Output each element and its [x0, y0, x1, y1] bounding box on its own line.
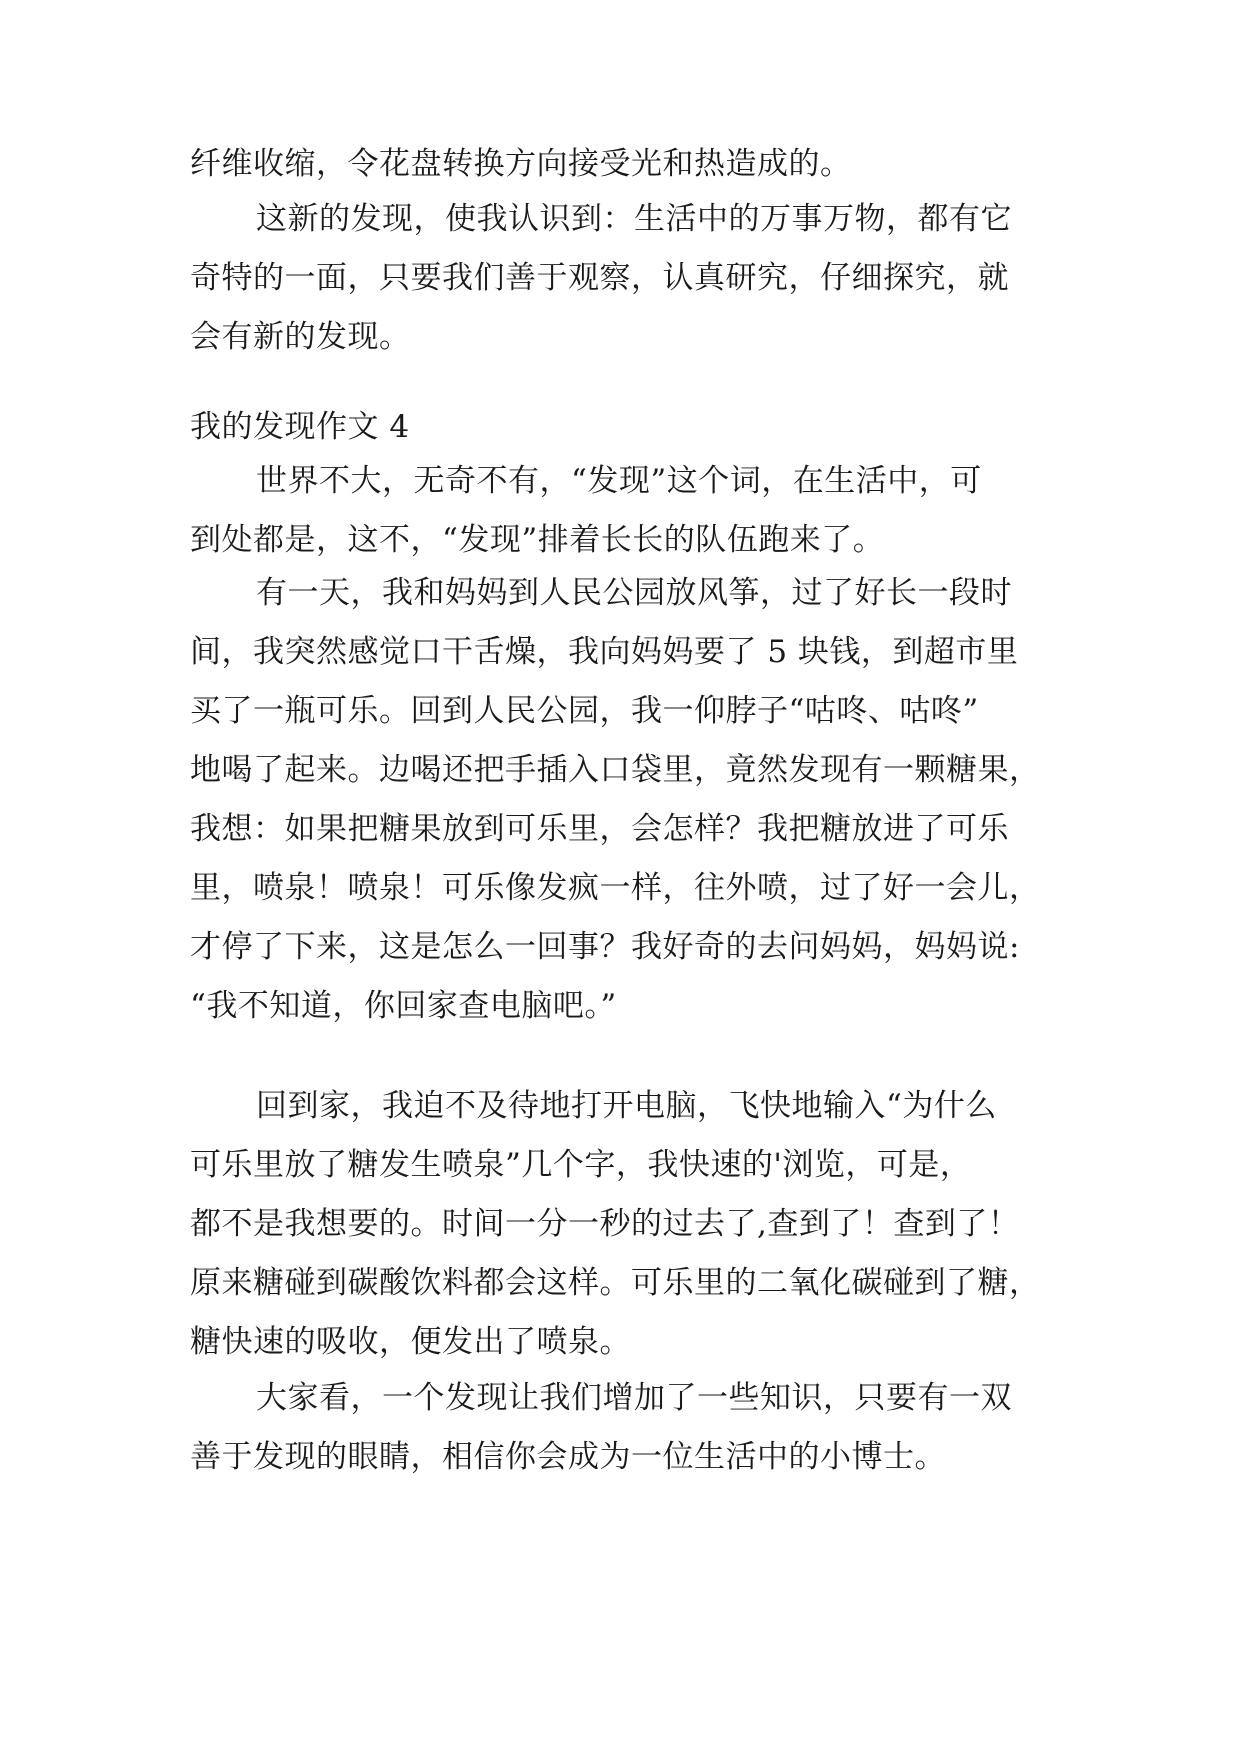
- text-line: 买了一瓶可乐。回到人民公园，我一仰脖子“咕咚、咕咚”: [190, 693, 979, 729]
- text-line: 回到家，我迫不及待地打开电脑，飞快地输入“为什么: [256, 1088, 997, 1124]
- text-line: 糖快速的吸收，便发出了喷泉。: [190, 1324, 631, 1360]
- paragraph: [190, 1077, 1060, 1372]
- text-line: 这新的发现，使我认识到：生活中的万事万物，都有它: [256, 201, 1012, 237]
- text-line: 纤维收缩，令花盘转换方向接受光和热造成的。: [190, 146, 852, 182]
- paragraph: [190, 1369, 1060, 1487]
- paragraph: [190, 190, 1060, 367]
- section-title: 我的发现作文 4: [190, 409, 410, 445]
- paragraph: [190, 564, 1060, 1036]
- text-line: 会有新的发现。: [190, 319, 411, 355]
- text-line: 原来糖碰到碳酸饮料都会这样。可乐里的二氧化碳碰到了糖，: [190, 1265, 1041, 1301]
- paragraph: [190, 452, 1060, 570]
- text-line: 里，喷泉！喷泉！可乐像发疯一样，往外喷，过了好一会儿，: [190, 870, 1041, 906]
- text-line: 到处都是，这不，“发现”排着长长的队伍跑来了。: [190, 522, 885, 558]
- paragraph: [190, 135, 1060, 194]
- text-line: 才停了下来，这是怎么一回事？我好奇的去问妈妈，妈妈说:: [190, 929, 1020, 965]
- text-line: 间，我突然感觉口干舌燥，我向妈妈要了 5 块钱，到超市里: [190, 634, 1019, 670]
- text-line: 都不是我想要的。时间一分一秒的过去了,查到了！查到了！: [190, 1206, 1020, 1242]
- text-line: 有一天，我和妈妈到人民公园放风筝，过了好长一段时: [256, 575, 1012, 611]
- text-line: 可乐里放了糖发生喷泉”几个字，我快速的'浏览，可是，: [190, 1147, 972, 1183]
- text-line: 世界不大，无奇不有，“发现”这个词，在生活中，可: [256, 463, 982, 499]
- text-line: 大家看，一个发现让我们增加了一些知识，只要有一双: [256, 1380, 1012, 1416]
- text-line: 地喝了起来。边喝还把手插入口袋里，竟然发现有一颗糖果，: [190, 752, 1041, 788]
- text-line: 我想：如果把糖果放到可乐里，会怎样？我把糖放进了可乐: [190, 811, 1009, 847]
- text-line: “我不知道，你回家查电脑吧。”: [190, 988, 617, 1024]
- text-line: 善于发现的眼睛，相信你会成为一位生活中的小博士。: [190, 1439, 946, 1475]
- text-line: 奇特的一面，只要我们善于观察，认真研究，仔细探究，就: [190, 260, 1009, 296]
